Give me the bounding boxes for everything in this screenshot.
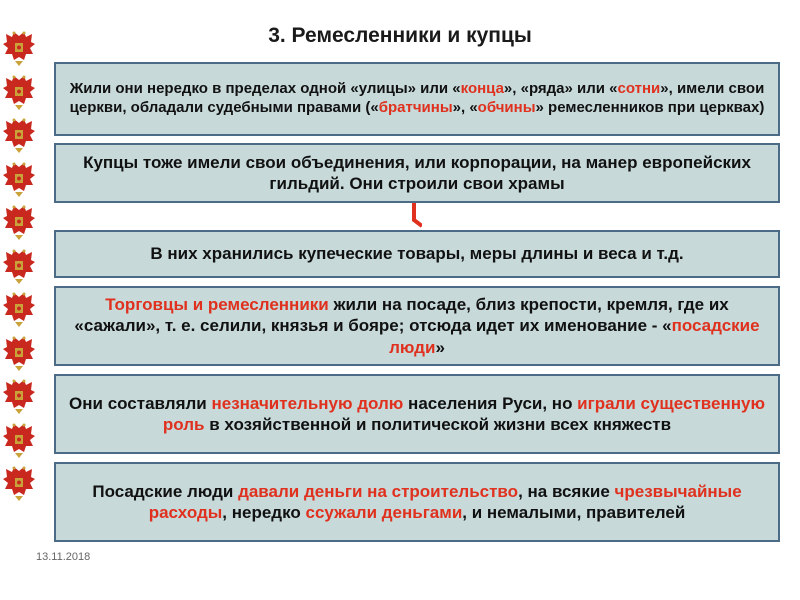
highlighted-text: Торговцы и ремесленники bbox=[105, 295, 329, 315]
body-text: жили на посаде, близ крепости, кремля, где их «сажали», т. е. селили, князья и бояре; отсюда идет их именование - « bbox=[74, 295, 729, 336]
body-text: , на всякие bbox=[518, 481, 615, 501]
box-text bbox=[56, 152, 778, 195]
slide-title: 3. Ремесленники и купцы bbox=[268, 24, 532, 47]
body-text: Посадские люди bbox=[92, 481, 239, 501]
text-box-money bbox=[54, 462, 780, 542]
coat-of-arms-icon bbox=[2, 74, 36, 112]
highlighted-text: посадские люди bbox=[389, 316, 760, 357]
coat-of-arms-icon bbox=[2, 248, 36, 286]
highlighted-text: играли существенную роль bbox=[162, 393, 765, 434]
highlighted-text: чрезвычайные расходы bbox=[148, 481, 742, 522]
body-text: населения Руси, но bbox=[403, 393, 578, 413]
body-text: В них хранились купеческие товары, меры длины и веса и т.д. bbox=[150, 244, 684, 264]
body-text: Они составляли bbox=[69, 393, 212, 413]
body-text: », « bbox=[452, 99, 478, 116]
highlighted-text: давали деньги на строительство bbox=[238, 481, 519, 501]
highlighted-text: незначительную долю bbox=[211, 393, 404, 413]
coat-of-arms-icon bbox=[2, 161, 36, 199]
box-text bbox=[56, 80, 778, 118]
coat-of-arms-icon bbox=[2, 204, 36, 242]
coat-of-arms-icon bbox=[2, 335, 36, 373]
body-text: », имели свои церкви, обладали судебными правами (« bbox=[69, 80, 765, 116]
body-text: Купцы тоже имели свои объединения, или корпорации, на манер европейских гильдий. Они строили свои храмы bbox=[83, 152, 751, 193]
box-text bbox=[56, 393, 778, 436]
body-text: » ремесленников при церквах) bbox=[535, 99, 765, 116]
body-text: Жили они нередко в пределах одной «улицы» или « bbox=[69, 80, 461, 98]
highlighted-text: сотни bbox=[617, 80, 661, 98]
coat-of-arms-icon bbox=[2, 422, 36, 460]
text-box-posad bbox=[54, 286, 780, 366]
body-text: , нередко bbox=[222, 503, 306, 522]
box-text bbox=[56, 481, 778, 524]
highlighted-text: конца bbox=[460, 80, 504, 98]
coat-of-arms-icon bbox=[2, 378, 36, 416]
coat-of-arms-icon bbox=[2, 465, 36, 503]
text-box-merchants bbox=[54, 143, 780, 203]
text-box-population bbox=[54, 374, 780, 454]
text-box-craftsmen bbox=[54, 62, 780, 136]
body-text: в хозяйственной и политической жизни всех княжеств bbox=[204, 415, 672, 434]
box-text bbox=[56, 294, 778, 358]
body-text: », «ряда» или « bbox=[503, 80, 618, 98]
text-box-storage bbox=[54, 230, 780, 278]
body-text: » bbox=[435, 337, 445, 357]
slide-date: 13.11.2018 bbox=[36, 551, 91, 563]
highlighted-text: братчины bbox=[378, 99, 453, 116]
coat-of-arms-icon bbox=[2, 117, 36, 155]
highlighted-text: обчины bbox=[477, 99, 536, 116]
coat-of-arms-icon bbox=[2, 291, 36, 329]
connector-arrow bbox=[412, 202, 422, 228]
box-text bbox=[140, 243, 693, 264]
highlighted-text: ссужали деньгами bbox=[305, 503, 463, 522]
body-text: , и немалыми, правителей bbox=[462, 503, 686, 522]
